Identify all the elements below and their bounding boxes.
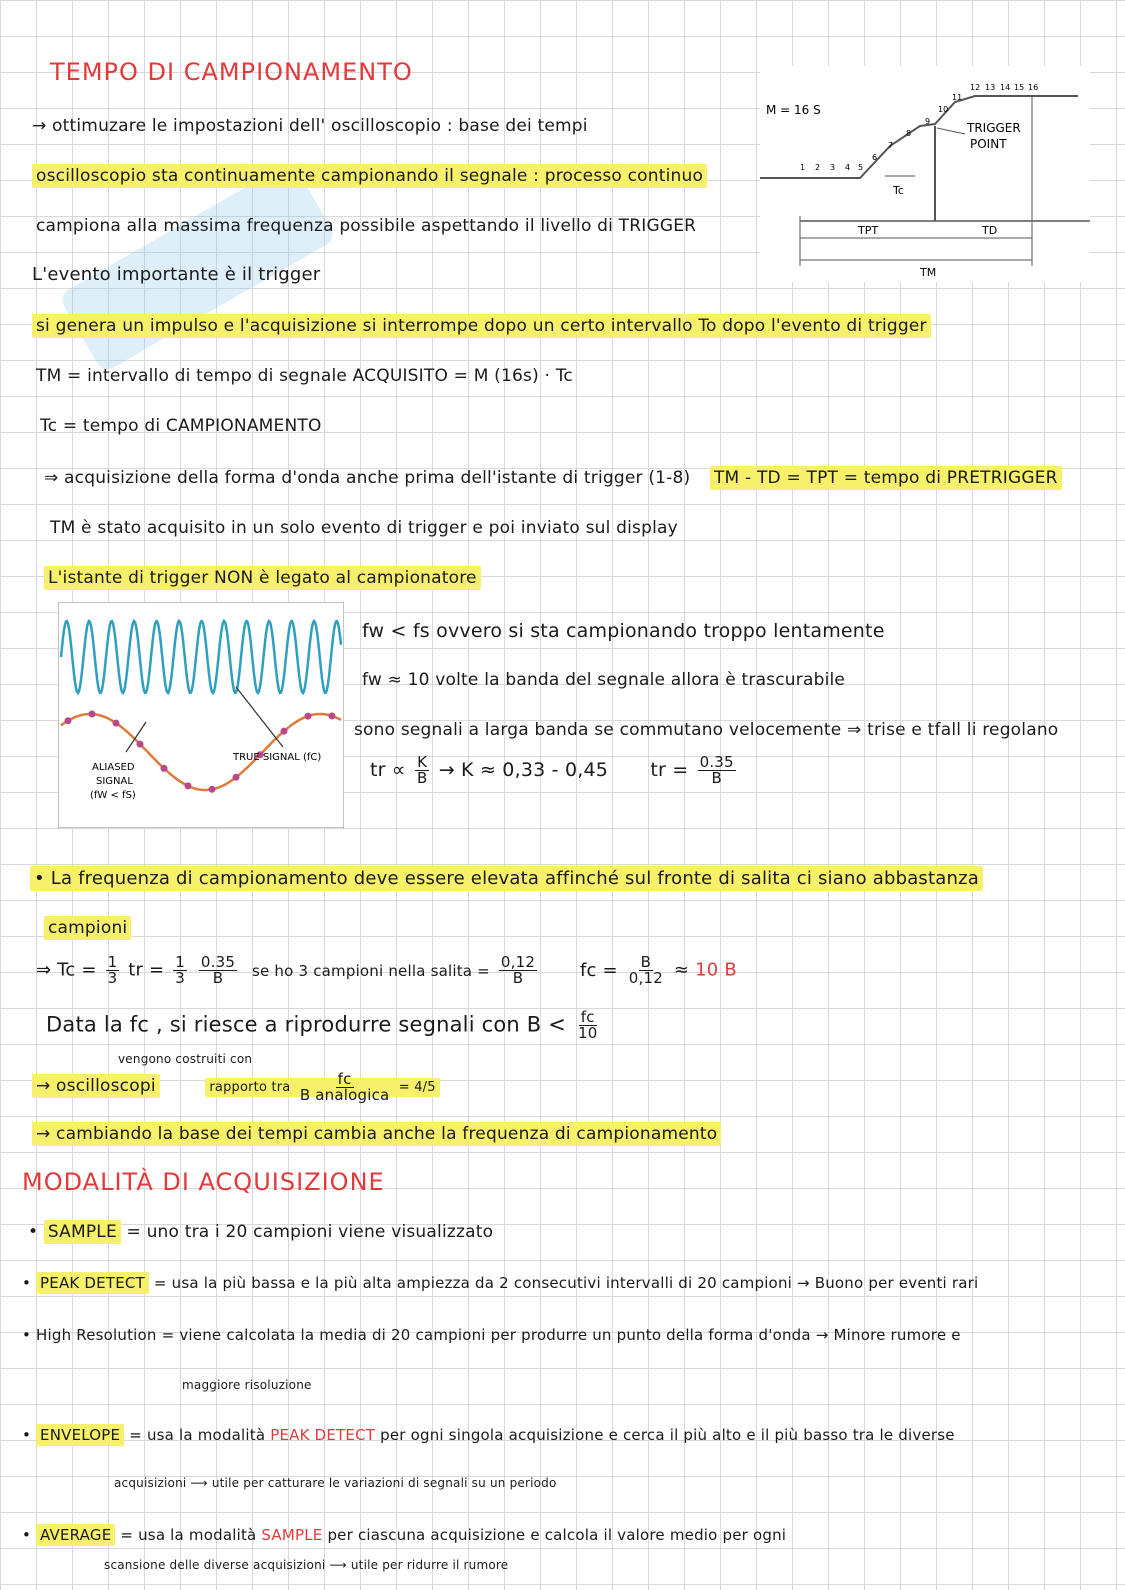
formula-part: ≈ xyxy=(673,959,690,981)
mode-desc: = usa la modalità xyxy=(120,1526,257,1544)
tpt-label: TPT xyxy=(858,224,879,237)
sample-point-label: 4 xyxy=(845,163,851,172)
mode-label: AVERAGE xyxy=(36,1524,115,1546)
fraction-fc-10: $\frac{fc}{10}$ xyxy=(577,1008,598,1042)
note-line: fw ≈ 10 volte la banda del segnale allora è trascurabile xyxy=(362,670,846,690)
fraction-tr: $\frac{0.35}{B}$ xyxy=(699,753,734,787)
sample-point-label: 2 xyxy=(815,163,821,172)
note-line: fw < fs ovvero si sta campionando troppo lentamente xyxy=(362,620,885,642)
note-line: L'istante di trigger NON è legato al campionatore xyxy=(44,566,481,590)
fraction-k-b: $\frac{K}{B}$ xyxy=(416,753,428,787)
mode-ref: SAMPLE xyxy=(261,1526,323,1544)
note-line: si genera un impulso e l'acquisizione si interrompe dopo un certo intervallo To dopo l'evento di trigger xyxy=(32,314,931,338)
sample-point-label: 5 xyxy=(858,163,864,172)
note-line: → cambiando la base dei tempi cambia anche la frequenza di campionamento xyxy=(32,1122,721,1146)
aliased-label: ALIASED xyxy=(92,762,135,773)
sample-point-label: 16 xyxy=(1028,83,1039,92)
sample-point-label: 12 xyxy=(970,83,981,92)
alias-sample-dot xyxy=(113,720,120,727)
fraction-fc: $\frac{B}{0,12}$ xyxy=(628,953,663,987)
sample-point-label: 1 xyxy=(800,163,806,172)
note-line: Data la fc , si riesce a riprodurre segnali con B < xyxy=(46,1012,567,1037)
trigger-diagram xyxy=(760,66,1090,282)
sample-point-label: 13 xyxy=(985,83,996,92)
note-line: L'evento importante è il trigger xyxy=(32,264,321,285)
mode-desc: = usa la più bassa e la più alta ampiezza da 2 consecutivi intervalli di 20 campioni → Buono per eventi rari xyxy=(153,1274,979,1292)
mode-ref: PEAK DETECT xyxy=(270,1426,376,1444)
page-title: TEMPO DI CAMPIONAMENTO xyxy=(50,58,413,86)
note-line: campiona alla massima frequenza possibile aspettando il livello di TRIGGER xyxy=(36,216,697,236)
mode-desc: = uno tra i 20 campioni viene visualizzato xyxy=(126,1222,494,1242)
sample-point-label: 9 xyxy=(925,117,931,126)
note-line: TM - TD = TPT = tempo di PRETRIGGER xyxy=(710,466,1062,490)
note-line: = 4/5 xyxy=(398,1080,436,1095)
note-line: oscilloscopio sta continuamente campionando il segnale : processo continuo xyxy=(32,164,707,188)
mode-desc: per ogni singola acquisizione e cerca il più alto e il più basso tra le diverse xyxy=(380,1426,955,1444)
fraction-035-b: $\frac{0.35}{B}$ xyxy=(200,953,236,987)
mode-desc: scansione delle diverse acquisizioni ⟶ utile per ridurre il rumore xyxy=(104,1558,509,1572)
trigger-label-2: POINT xyxy=(970,137,1007,151)
note-line: TM = intervallo di tempo di segnale ACQUISITO = M (16s) · Tc xyxy=(36,366,573,386)
alias-sample-dot xyxy=(233,774,240,781)
mode-desc: maggiore risoluzione xyxy=(182,1378,312,1392)
alias-sample-dot xyxy=(281,728,288,735)
aliased-label-3: (fW < fS) xyxy=(90,790,136,801)
mode-desc: = usa la modalità xyxy=(129,1426,266,1444)
true-signal-label: TRUE SIGNAL (fC) xyxy=(233,752,322,763)
note-line: ⇒ acquisizione della forma d'onda anche prima dell'istante di trigger (1-8) xyxy=(44,468,691,488)
tc-label: Tc xyxy=(893,184,904,197)
fraction-third: $\frac{1}{3}$ xyxy=(107,953,118,987)
sample-point-label: 11 xyxy=(952,93,963,102)
aliased-label-2: SIGNAL xyxy=(96,776,133,787)
alias-sample-dot xyxy=(89,711,96,718)
trigger-label: TRIGGER xyxy=(967,121,1021,135)
note-line: • La frequenza di campionamento deve essere elevata affinché sul fronte di salita ci siano abbastanza xyxy=(30,866,983,891)
note-line: Tc = tempo di CAMPIONAMENTO xyxy=(40,416,322,436)
fraction-fc-banalogica: $\frac{fc}{\text{B analogica}}$ xyxy=(299,1070,390,1104)
formula-part: ⇒ Tc = xyxy=(36,959,97,981)
sample-point-label: 8 xyxy=(906,129,912,138)
tm-label: TM xyxy=(920,266,937,279)
mode-desc: acquisizioni ⟶ utile per catturare le variazioni di segnali su un periodo xyxy=(114,1476,557,1490)
note-line: TM è stato acquisito in un solo evento di trigger e poi inviato sul display xyxy=(50,518,678,538)
alias-sample-dot xyxy=(185,782,192,789)
mode-label: PEAK DETECT xyxy=(36,1272,149,1294)
formula-part: tr ∝ xyxy=(370,759,406,781)
sample-point-label: 14 xyxy=(1000,83,1011,92)
fraction-third-2: $\frac{1}{3}$ xyxy=(175,953,185,987)
aliasing-figure xyxy=(58,602,344,828)
sample-point-label: 6 xyxy=(872,153,878,162)
alias-sample-dot xyxy=(161,765,168,772)
fraction-012-b: $\frac{0,12}{B}$ xyxy=(500,953,536,987)
formula-part: se ho 3 campioni nella salita = xyxy=(252,961,490,980)
mode-label: SAMPLE xyxy=(44,1220,121,1244)
sample-point-label: 7 xyxy=(888,141,894,150)
formula-part: tr = xyxy=(650,759,689,781)
formula-part: 10 B xyxy=(695,959,737,981)
alias-sample-dot xyxy=(209,786,216,793)
sample-point-label: 3 xyxy=(830,163,836,172)
formula-part: → K ≈ 0,33 - 0,45 xyxy=(438,759,609,781)
mode-label: ENVELOPE xyxy=(36,1424,124,1446)
alias-sample-dot xyxy=(65,717,72,724)
note-line: campioni xyxy=(44,916,131,940)
note-line: rapporto tra xyxy=(209,1080,291,1095)
note-line: vengono costruiti con xyxy=(118,1052,253,1066)
alias-sample-dot xyxy=(137,741,144,748)
note-line: → ottimuzare le impostazioni dell' oscilloscopio : base dei tempi xyxy=(32,116,588,136)
sample-point-label: 15 xyxy=(1014,83,1025,92)
sample-point-label: 10 xyxy=(938,105,949,114)
formula-part: fc = xyxy=(579,959,618,981)
note-line: → oscilloscopi xyxy=(32,1074,160,1098)
m-label: M = 16 S xyxy=(766,103,821,117)
alias-sample-dot xyxy=(329,713,336,720)
section-title: MODALITÀ DI ACQUISIZIONE xyxy=(22,1168,385,1196)
mode-desc: per ciascuna acquisizione e calcola il valore medio per ogni xyxy=(327,1526,787,1544)
alias-sample-dot xyxy=(305,713,312,720)
td-label: TD xyxy=(982,224,998,237)
mode-desc: • High Resolution = viene calcolata la media di 20 campioni per produrre un punto della forma d'onda → Minore rumore e xyxy=(22,1326,961,1344)
note-line: sono segnali a larga banda se commutano velocemente ⇒ trise e tfall li regolano xyxy=(354,720,1059,740)
